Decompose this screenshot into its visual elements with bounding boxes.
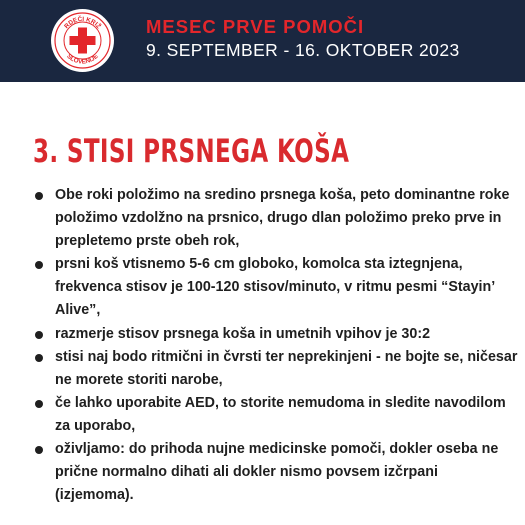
list-item: če lahko uporabite AED, to storite nemudoma in sledite navodilom za uporabo,	[33, 392, 518, 438]
section-title: 3. STISI PRSNEGA KOŠA	[33, 132, 350, 170]
header-banner	[0, 0, 525, 82]
logo-text-top: RDEČI KRIŽ	[63, 15, 102, 31]
list-item: stisi naj bodo ritmični in čvrsti ter neprekinjeni - ne bojte se, ničesar ne morete storiti narobe,	[33, 346, 518, 392]
red-cross-icon	[51, 9, 114, 72]
list-item: prsni koš vtisnemo 5-6 cm globoko, komolca sta iztegnjena, frekvenca stisov je 100-120 stisov/minuto, v ritmu pesmi “Stayin’ Alive”,	[33, 253, 518, 322]
list-item: razmerje stisov prsnega koša in umetnih vpihov je 30:2	[33, 323, 518, 346]
campaign-dates: 9. SEPTEMBER - 16. OKTOBER 2023	[146, 40, 460, 60]
campaign-title: MESEC PRVE POMOČI	[146, 16, 365, 37]
red-cross-slovenia-logo	[51, 9, 114, 72]
instruction-list	[33, 184, 518, 507]
list-item: oživljamo: do prihoda nujne medicinske pomoči, dokler oseba ne prične normalno dihati ali dokler nismo povsem izčrpani (izjemoma).	[33, 438, 518, 507]
list-item: Obe roki položimo na sredino prsnega koša, peto dominantne roke položimo vzdolžno na prsnico, drugo dlan položimo preko prve in prepletemo prste obeh rok,	[33, 184, 518, 253]
logo-text-bottom: SLOVENIJE	[65, 52, 100, 66]
